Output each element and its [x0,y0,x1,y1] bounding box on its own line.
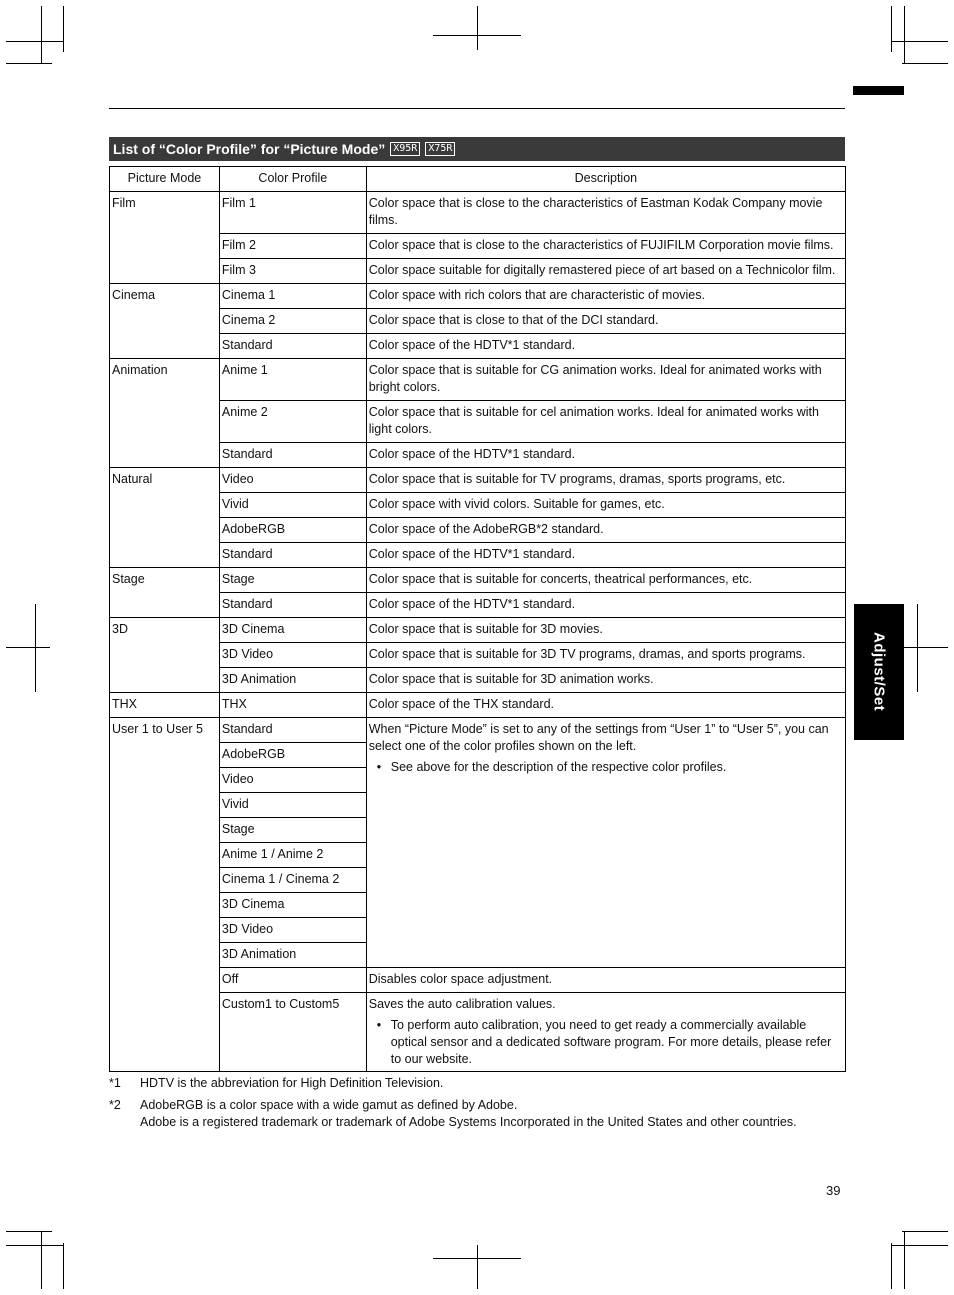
crop-mark [6,41,63,42]
crop-mark [917,604,918,692]
picture-mode-cell: Film [110,192,220,284]
footnote-mark: *2 [109,1098,121,1112]
description-cell: Color space that is suitable for TV programs, dramas, sports programs, etc. [366,468,845,493]
header-description: Description [366,167,845,192]
picture-mode-cell: 3D [110,618,220,693]
description-cell: Color space that is close to the characteristics of FUJIFILM Corporation movie films. [366,234,845,259]
chapter-marker [853,86,904,95]
description-cell: Color space of the HDTV*1 standard. [366,334,845,359]
color-profile-cell: 3D Video [219,918,366,943]
footnote [109,1075,849,1092]
table-row [110,234,846,259]
description-cell: Color space of the THX standard. [366,693,845,718]
color-profile-cell: 3D Cinema [219,618,366,643]
crop-mark [891,41,948,42]
model-badge: X95R [390,142,420,156]
crop-mark [904,6,905,63]
crop-mark [904,647,948,648]
color-profile-cell: Standard [219,334,366,359]
description-cell: Color space of the HDTV*1 standard. [366,593,845,618]
table-row [110,568,846,593]
color-profile-cell: Anime 2 [219,401,366,443]
description-cell: Color space suitable for digitally remastered piece of art based on a Technicolor film. [366,259,845,284]
description-cell: Color space that is suitable for 3D movies. [366,618,845,643]
description-cell: Color space that is suitable for 3D animation works. [366,668,845,693]
picture-mode-cell: Animation [110,359,220,468]
table-row [110,493,846,518]
color-profile-cell: AdobeRGB [219,518,366,543]
table-row [110,668,846,693]
bullet-item [369,1017,843,1068]
color-profile-cell: Custom1 to Custom5 [219,993,366,1072]
table-row [110,618,846,643]
table-row [110,968,846,993]
bullet-item [369,759,843,776]
bullet-text: To perform auto calibration, you need to get ready a commercially available optical sensor and a dedicated software program. For more details, please refer to our website. [390,1018,832,1066]
color-profile-cell: Anime 1 [219,359,366,401]
crop-mark [6,63,52,64]
color-profile-cell: Off [219,968,366,993]
footnote [109,1097,849,1131]
table-row [110,468,846,493]
table-row [110,443,846,468]
description-text: Saves the auto calibration values. [368,997,556,1011]
footnote-line: HDTV is the abbreviation for High Definition Television. [140,1076,444,1090]
color-profile-cell: Standard [219,443,366,468]
description-cell: Color space of the AdobeRGB*2 standard. [366,518,845,543]
table-row [110,334,846,359]
chapter-tab [854,604,904,740]
table-row [110,259,846,284]
footnote-mark: *1 [109,1076,121,1090]
table-row [110,993,846,1072]
description-cell: Color space that is close to that of the DCI standard. [366,309,845,334]
description-text: When “Picture Mode” is set to any of the settings from “User 1” to “User 5”, you can select one of the color profiles shown on the left. [368,722,829,753]
footnote-text [140,1075,443,1092]
crop-mark [41,1232,42,1289]
crop-mark [63,1243,64,1289]
section-title-bar [109,137,845,161]
table-row [110,593,846,618]
section-title: List of “Color Profile” for “Picture Mode” [113,141,386,157]
description-cell: Color space with vivid colors. Suitable for games, etc. [366,493,845,518]
footnote-text [140,1097,797,1131]
crop-mark [6,1231,52,1232]
model-badge: X75R [425,142,455,156]
color-profile-cell: AdobeRGB [219,743,366,768]
table-row [110,718,846,743]
color-profile-cell: Standard [219,593,366,618]
crop-mark [891,1245,948,1246]
color-profile-cell: Standard [219,718,366,743]
description-cell [366,993,845,1072]
description-cell: Color space of the HDTV*1 standard. [366,443,845,468]
description-cell: Color space that is suitable for 3D TV programs, dramas, and sports programs. [366,643,845,668]
color-profile-table [109,166,846,1072]
picture-mode-cell: Cinema [110,284,220,359]
crop-mark [41,6,42,63]
crop-mark [891,1243,892,1289]
table-row [110,192,846,234]
table-row [110,693,846,718]
picture-mode-cell: User 1 to User 5 [110,718,220,1072]
table-row [110,643,846,668]
table-row [110,543,846,568]
color-profile-cell: Video [219,768,366,793]
picture-mode-cell: Stage [110,568,220,618]
color-profile-cell: Film 3 [219,259,366,284]
crop-mark [6,647,50,648]
color-profile-cell: Anime 1 / Anime 2 [219,843,366,868]
color-profile-cell: 3D Animation [219,668,366,693]
color-profile-cell: Cinema 1 [219,284,366,309]
color-profile-cell: Cinema 1 / Cinema 2 [219,868,366,893]
table-row [110,518,846,543]
crop-mark [902,63,948,64]
crop-mark [904,1232,905,1289]
color-profile-cell: Vivid [219,793,366,818]
header-picture-mode: Picture Mode [110,167,220,192]
color-profile-cell: Standard [219,543,366,568]
color-profile-cell: 3D Animation [219,943,366,968]
crop-mark [902,1231,948,1232]
crop-mark [433,35,521,36]
color-profile-cell: 3D Video [219,643,366,668]
crop-mark [891,6,892,52]
table-row [110,284,846,309]
color-profile-cell: Vivid [219,493,366,518]
bullet-dot: • [376,1018,382,1032]
color-profile-cell: 3D Cinema [219,893,366,918]
crop-mark [63,6,64,52]
table-row [110,359,846,401]
crop-mark [6,1245,63,1246]
description-cell: Color space with rich colors that are characteristic of movies. [366,284,845,309]
bullet-text: See above for the description of the respective color profiles. [390,760,727,774]
color-profile-cell: Stage [219,818,366,843]
description-cell: Color space that is suitable for cel animation works. Ideal for animated works with light colors. [366,401,845,443]
bullet-dot: • [376,760,382,774]
color-profile-cell: Cinema 2 [219,309,366,334]
description-cell: Color space of the HDTV*1 standard. [366,543,845,568]
crop-mark [35,604,36,692]
color-profile-cell: Film 1 [219,192,366,234]
crop-mark [477,1245,478,1289]
color-profile-cell: Video [219,468,366,493]
chapter-tab-label: Adjust/Set [870,632,888,712]
footnote-line: AdobeRGB is a color space with a wide gamut as defined by Adobe. [140,1098,518,1112]
page-number: 39 [826,1183,841,1198]
description-cell: Disables color space adjustment. [366,968,845,993]
color-profile-cell: Film 2 [219,234,366,259]
table-row [110,309,846,334]
color-profile-cell: THX [219,693,366,718]
color-profile-cell: Stage [219,568,366,593]
description-cell: Color space that is suitable for CG animation works. Ideal for animated works with bright colors. [366,359,845,401]
footnotes [109,1075,849,1136]
header-color-profile: Color Profile [219,167,366,192]
description-cell [366,718,845,968]
crop-mark [477,6,478,50]
description-cell: Color space that is close to the characteristics of Eastman Kodak Company movie films. [366,192,845,234]
picture-mode-cell: THX [110,693,220,718]
footnote-line: Adobe is a registered trademark or trademark of Adobe Systems Incorporated in the United States and other countries. [140,1115,797,1129]
table-row [110,401,846,443]
table-header-row [110,167,846,192]
picture-mode-cell: Natural [110,468,220,568]
crop-mark [433,1258,521,1259]
header-rule [109,108,845,109]
description-cell: Color space that is suitable for concerts, theatrical performances, etc. [366,568,845,593]
